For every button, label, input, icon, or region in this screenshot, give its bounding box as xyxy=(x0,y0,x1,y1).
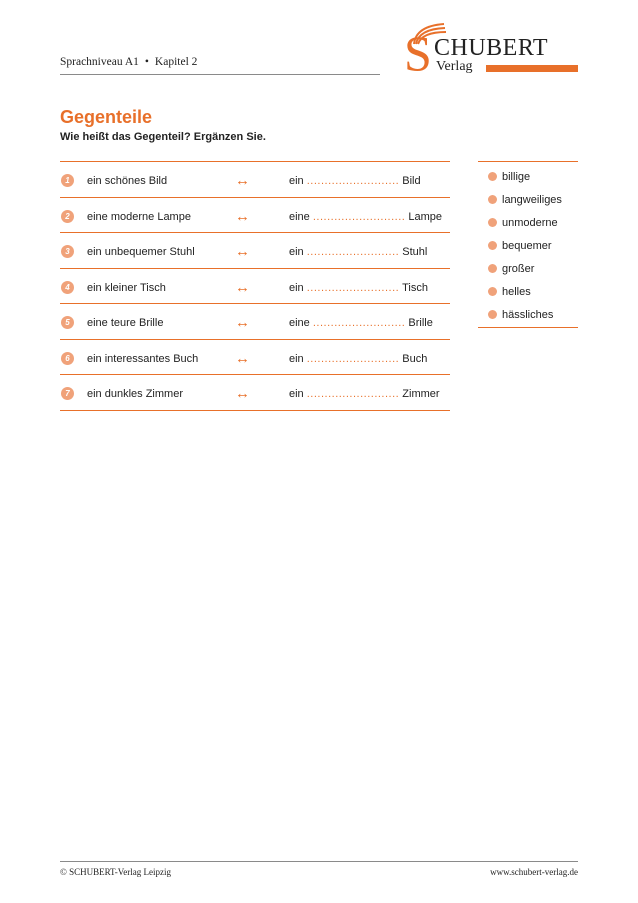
exercise-row xyxy=(60,339,450,375)
bullet-icon xyxy=(488,241,497,250)
opposite-arrow-icon: ↔ xyxy=(235,349,250,367)
header-rule xyxy=(60,74,380,75)
answer-blank: .......................... xyxy=(306,352,400,365)
level-label: Sprachniveau A1 xyxy=(60,56,139,68)
phrase: eine teure Brille xyxy=(87,317,164,329)
header-text xyxy=(60,56,197,68)
phrase: ein schönes Bild xyxy=(87,175,168,187)
separator-dot: • xyxy=(144,56,149,68)
item-number: 2 xyxy=(61,210,74,223)
word-option: langweiliges xyxy=(488,193,578,216)
item-number: 3 xyxy=(61,245,74,258)
item-number: 6 xyxy=(61,352,74,365)
opposite-arrow-icon: ↔ xyxy=(235,385,250,402)
word-option: billige xyxy=(488,170,578,193)
word-option: hässliches xyxy=(488,308,578,331)
footer-copyright: © SCHUBERT-Verlag Leipzig xyxy=(60,867,171,877)
answer-blank: .......................... xyxy=(312,317,406,329)
word-option: großer xyxy=(488,262,578,285)
answer-blank: .......................... xyxy=(306,246,400,258)
chapter-label: Kapitel 2 xyxy=(154,56,198,68)
answer-blank: .......................... xyxy=(306,281,400,294)
answer-blank: .......................... xyxy=(312,210,406,223)
bullet-icon xyxy=(488,195,497,204)
answer-phrase[interactable]: eine .......................... Lampe xyxy=(289,210,443,223)
exercise-row xyxy=(60,232,450,268)
word-option: unmoderne xyxy=(488,216,578,239)
phrase: ein interessantes Buch xyxy=(87,352,199,365)
answer-phrase[interactable]: eine .......................... Brille xyxy=(289,317,433,329)
logo-subtitle: Verlag xyxy=(436,59,473,74)
answer-phrase[interactable]: ein .......................... Buch xyxy=(289,352,428,365)
bullet-icon xyxy=(488,218,497,227)
page-title: Gegenteile xyxy=(60,107,153,127)
item-number: 7 xyxy=(61,387,74,400)
phrase: eine moderne Lampe xyxy=(87,210,191,223)
exercise-row xyxy=(60,197,450,233)
bullet-icon xyxy=(488,310,497,319)
exercise-row xyxy=(60,268,450,304)
opposite-arrow-icon: ↔ xyxy=(235,207,250,225)
item-number: 4 xyxy=(61,281,74,294)
answer-phrase[interactable]: ein .......................... Bild xyxy=(289,175,421,187)
phrase: ein unbequemer Stuhl xyxy=(87,246,195,258)
word-option: bequemer xyxy=(488,239,578,262)
opposite-arrow-icon: ↔ xyxy=(235,278,250,296)
answer-blank: .......................... xyxy=(306,388,400,400)
answer-phrase[interactable]: ein .......................... Stuhl xyxy=(289,246,428,258)
answer-phrase[interactable]: ein .......................... Tisch xyxy=(289,281,428,294)
phrase: ein dunkles Zimmer xyxy=(87,388,183,400)
answer-phrase[interactable]: ein .......................... Zimmer xyxy=(289,388,440,400)
footer-url[interactable]: www.schubert-verlag.de xyxy=(490,867,578,877)
publisher-logo xyxy=(404,20,580,80)
word-box xyxy=(478,161,578,328)
logo-bar xyxy=(486,65,578,72)
phrase: ein kleiner Tisch xyxy=(87,281,166,294)
item-number: 5 xyxy=(61,316,74,329)
exercise-row xyxy=(60,161,450,197)
exercise-row xyxy=(60,303,450,339)
word-option: helles xyxy=(488,285,578,308)
logo-initial: S xyxy=(404,25,432,81)
bullet-icon xyxy=(488,172,497,181)
logo-name: CHUBERT xyxy=(434,35,549,61)
bullet-icon xyxy=(488,264,497,273)
exercise-row xyxy=(60,374,450,411)
exercise-list xyxy=(60,161,450,411)
bullet-icon xyxy=(488,287,497,296)
opposite-arrow-icon: ↔ xyxy=(235,314,250,331)
opposite-arrow-icon: ↔ xyxy=(235,243,250,260)
item-number: 1 xyxy=(61,174,74,187)
opposite-arrow-icon: ↔ xyxy=(235,172,250,189)
instruction: Wie heißt das Gegenteil? Ergänzen Sie. xyxy=(60,131,266,143)
footer-rule xyxy=(60,861,578,862)
answer-blank: .......................... xyxy=(306,175,400,187)
